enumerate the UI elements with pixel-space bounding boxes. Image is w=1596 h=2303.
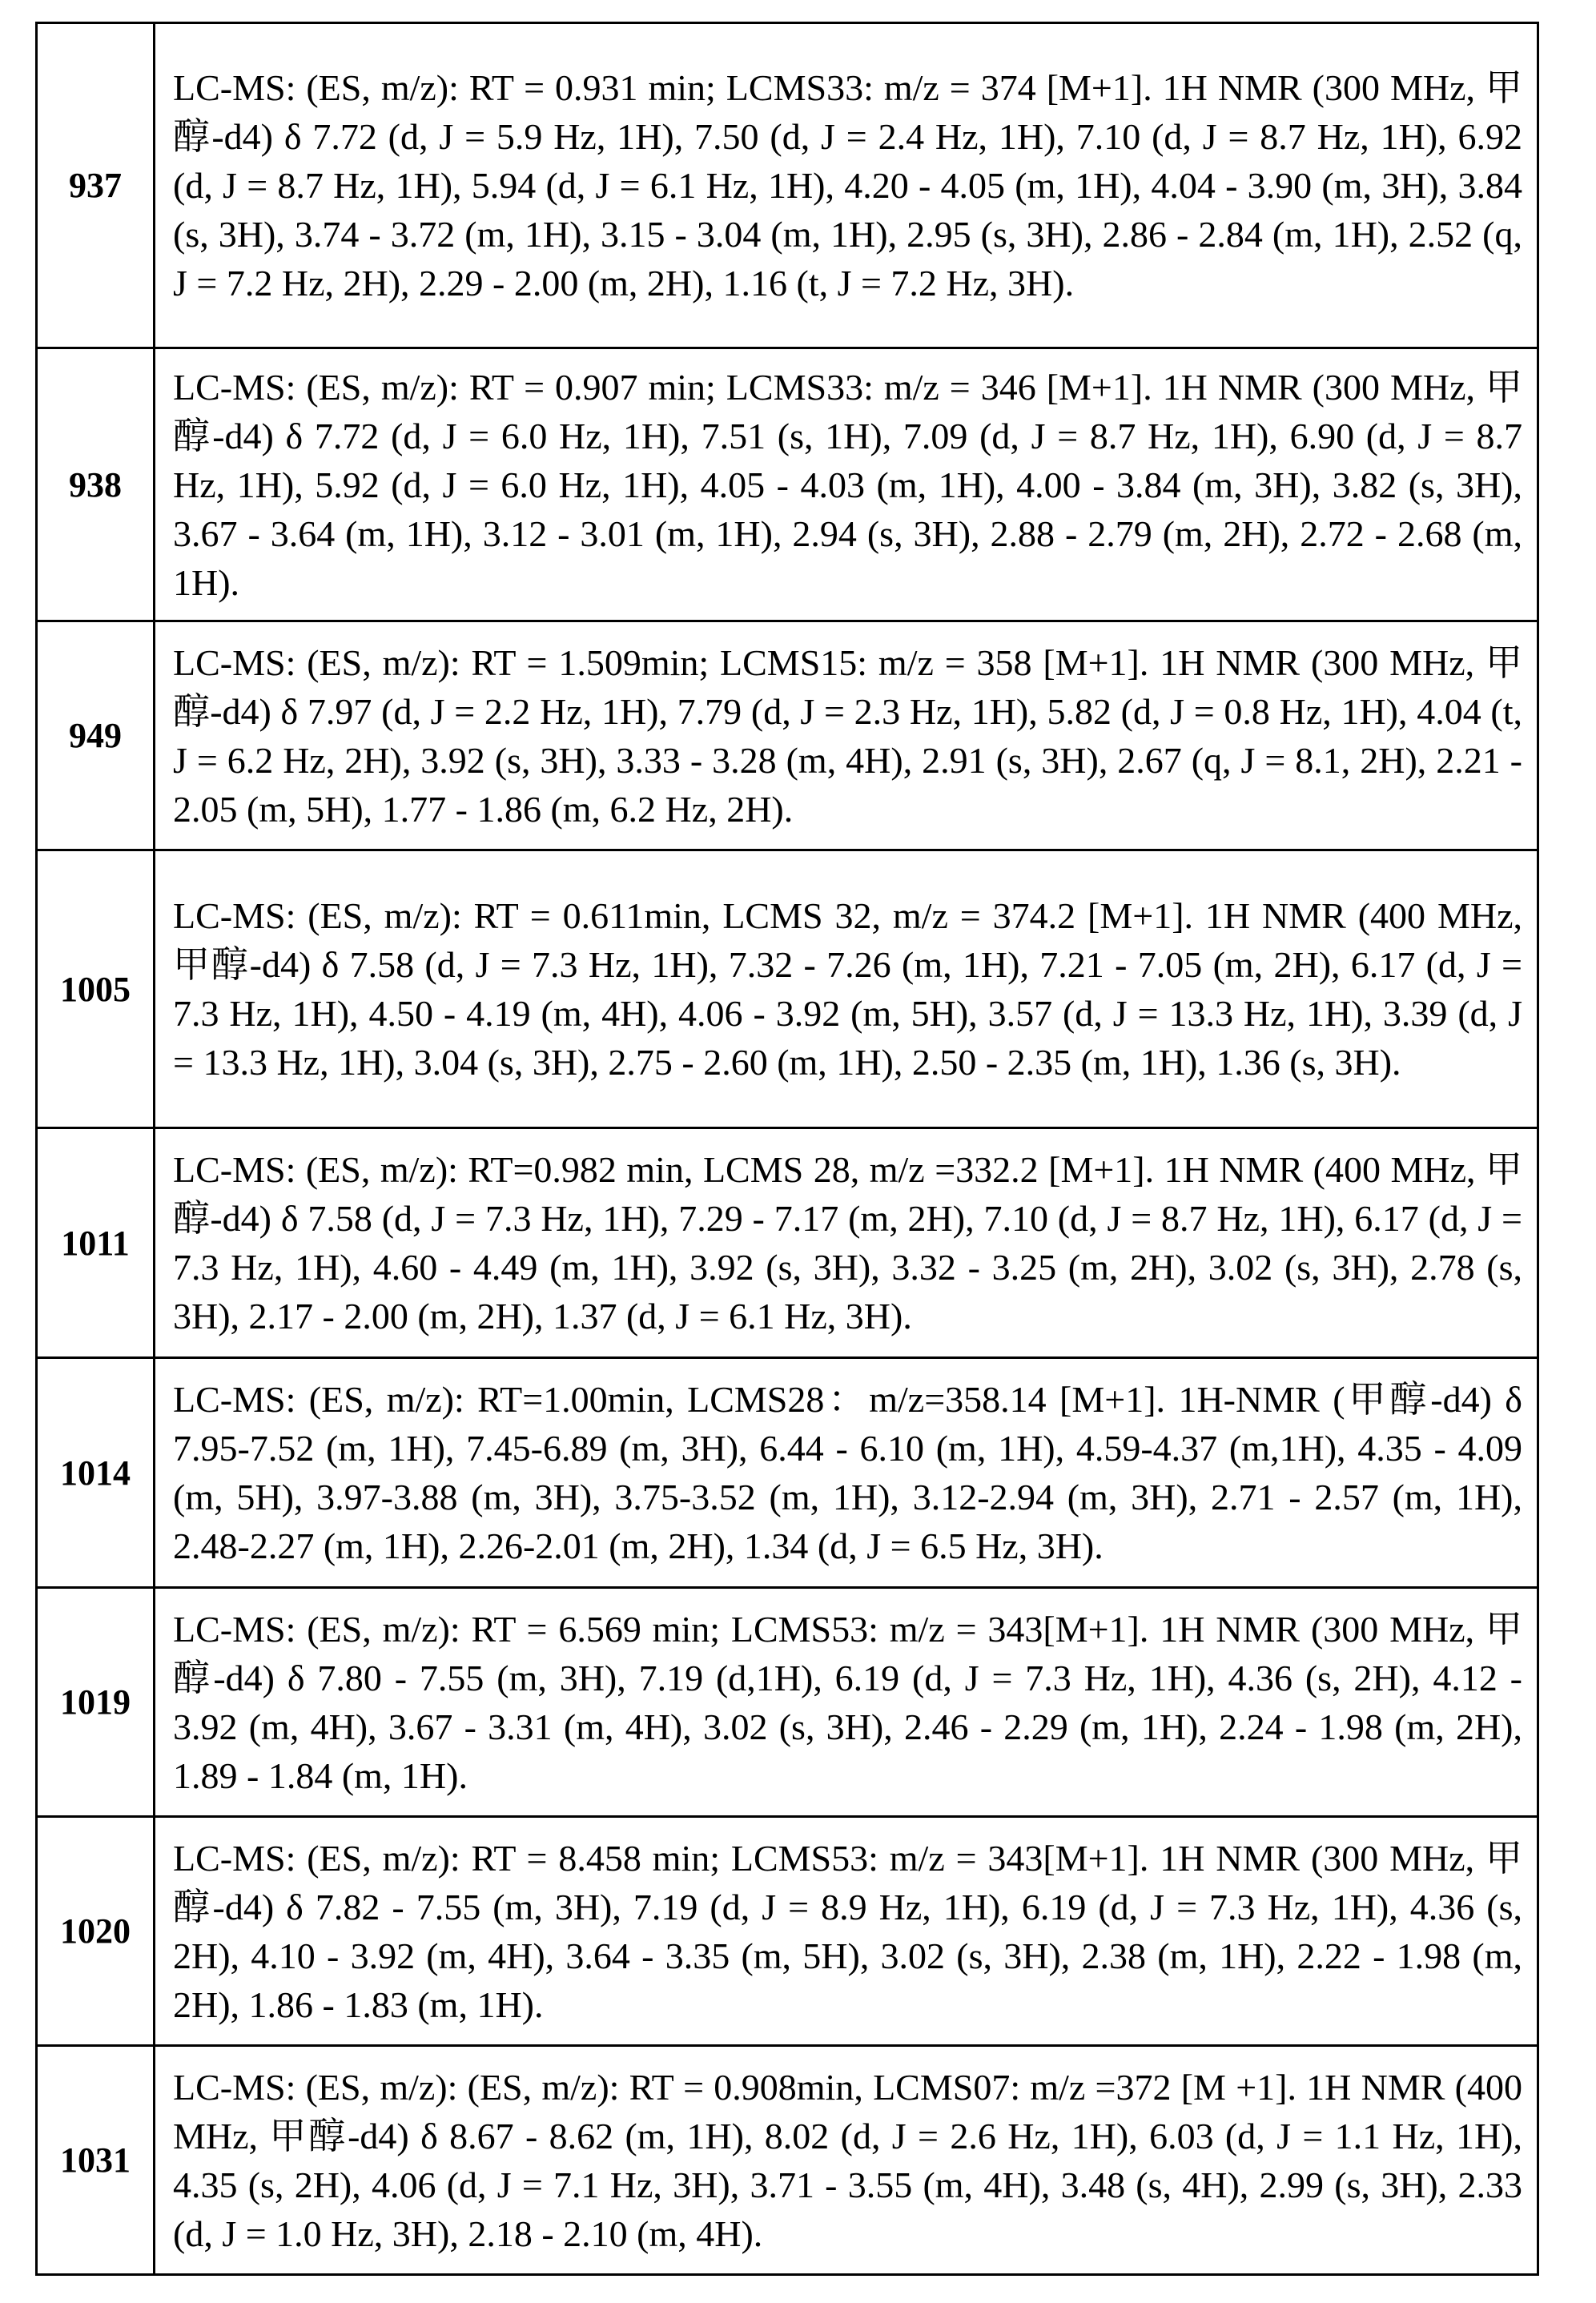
compound-characterization: LC-MS: (ES, m/z): RT=0.982 min, LCMS 28, m/z =332.2 [M+1]. 1H NMR (400 MHz, 甲醇-d4) δ 7.58 (d, J = 7.3 Hz, 1H), 7.29 - 7.17 (m, 2H), 7.10 (d, J = 8.7 Hz, 1H), 6.17 (d, J = 7.3 Hz, 1H), 4.60 - 4.49 (m, 1H), 3.92 (s, 3H), 3.32 - 3.25 (m, 2H), 3.02 (s, 3H), 2.78 (s, 3H), 2.17 - 2.00 (m, 2H), 1.37 (d, J = 6.1 Hz, 3H). <box>155 1128 1538 1358</box>
compound-characterization: LC-MS: (ES, m/z): RT = 0.907 min; LCMS33: m/z = 346 [M+1]. 1H NMR (300 MHz, 甲醇-d4) δ 7.72 (d, J = 6.0 Hz, 1H), 7.51 (s, 1H), 7.09 (d, J = 8.7 Hz, 1H), 6.90 (d, J = 8.7 Hz, 1H), 5.92 (d, J = 6.0 Hz, 1H), 4.05 - 4.03 (m, 1H), 4.00 - 3.84 (m, 3H), 3.82 (s, 3H), 3.67 - 3.64 (m, 1H), 3.12 - 3.01 (m, 1H), 2.94 (s, 3H), 2.88 - 2.79 (m, 2H), 2.72 - 2.68 (m, 1H). <box>155 348 1538 621</box>
table-row <box>37 1358 1538 1588</box>
table-row <box>37 2046 1538 2275</box>
compound-number: 949 <box>37 621 155 850</box>
compound-number: 1011 <box>37 1128 155 1358</box>
compound-number: 1031 <box>37 2046 155 2275</box>
table-row <box>37 1128 1538 1358</box>
table-row <box>37 23 1538 348</box>
table-row <box>37 621 1538 850</box>
compound-number: 938 <box>37 348 155 621</box>
table-row <box>37 1588 1538 1817</box>
table-row <box>37 348 1538 621</box>
compound-characterization: LC-MS: (ES, m/z): RT = 6.569 min; LCMS53: m/z = 343[M+1]. 1H NMR (300 MHz, 甲醇-d4) δ 7.80 - 7.55 (m, 3H), 7.19 (d,1H), 6.19 (d, J = 7.3 Hz, 1H), 4.36 (s, 2H), 4.12 - 3.92 (m, 4H), 3.67 - 3.31 (m, 4H), 3.02 (s, 3H), 2.46 - 2.29 (m, 1H), 2.24 - 1.98 (m, 2H), 1.89 - 1.84 (m, 1H). <box>155 1588 1538 1817</box>
compound-number: 1005 <box>37 850 155 1128</box>
table-row <box>37 850 1538 1128</box>
compound-number: 1019 <box>37 1588 155 1817</box>
compound-characterization: LC-MS: (ES, m/z): RT = 1.509min; LCMS15: m/z = 358 [M+1]. 1H NMR (300 MHz, 甲醇-d4) δ 7.97 (d, J = 2.2 Hz, 1H), 7.79 (d, J = 2.3 Hz, 1H), 5.82 (d, J = 0.8 Hz, 1H), 4.04 (t, J = 6.2 Hz, 2H), 3.92 (s, 3H), 3.33 - 3.28 (m, 4H), 2.91 (s, 3H), 2.67 (q, J = 8.1, 2H), 2.21 - 2.05 (m, 5H), 1.77 - 1.86 (m, 6.2 Hz, 2H). <box>155 621 1538 850</box>
compound-characterization: LC-MS: (ES, m/z): RT = 0.611min, LCMS 32, m/z = 374.2 [M+1]. 1H NMR (400 MHz, 甲醇-d4) δ 7.58 (d, J = 7.3 Hz, 1H), 7.32 - 7.26 (m, 1H), 7.21 - 7.05 (m, 2H), 6.17 (d, J = 7.3 Hz, 1H), 4.50 - 4.19 (m, 4H), 4.06 - 3.92 (m, 5H), 3.57 (d, J = 13.3 Hz, 1H), 3.39 (d, J = 13.3 Hz, 1H), 3.04 (s, 3H), 2.75 - 2.60 (m, 1H), 2.50 - 2.35 (m, 1H), 1.36 (s, 3H). <box>155 850 1538 1128</box>
compound-characterization: LC-MS: (ES, m/z): RT = 0.931 min; LCMS33: m/z = 374 [M+1]. 1H NMR (300 MHz, 甲醇-d4) δ 7.72 (d, J = 5.9 Hz, 1H), 7.50 (d, J = 2.4 Hz, 1H), 7.10 (d, J = 8.7 Hz, 1H), 6.92 (d, J = 8.7 Hz, 1H), 5.94 (d, J = 6.1 Hz, 1H), 4.20 - 4.05 (m, 1H), 4.04 - 3.90 (m, 3H), 3.84 (s, 3H), 3.74 - 3.72 (m, 1H), 3.15 - 3.04 (m, 1H), 2.95 (s, 3H), 2.86 - 2.84 (m, 1H), 2.52 (q, J = 7.2 Hz, 2H), 2.29 - 2.00 (m, 2H), 1.16 (t, J = 7.2 Hz, 3H). <box>155 23 1538 348</box>
compound-number: 1020 <box>37 1817 155 2046</box>
compound-number: 937 <box>37 23 155 348</box>
compound-data-table <box>35 22 1539 2276</box>
compound-characterization: LC-MS: (ES, m/z): RT = 8.458 min; LCMS53: m/z = 343[M+1]. 1H NMR (300 MHz, 甲醇-d4) δ 7.82 - 7.55 (m, 3H), 7.19 (d, J = 8.9 Hz, 1H), 6.19 (d, J = 7.3 Hz, 1H), 4.36 (s, 2H), 4.10 - 3.92 (m, 4H), 3.64 - 3.35 (m, 5H), 3.02 (s, 3H), 2.38 (m, 1H), 2.22 - 1.98 (m, 2H), 1.86 - 1.83 (m, 1H). <box>155 1817 1538 2046</box>
compound-characterization: LC-MS: (ES, m/z): RT=1.00min, LCMS28：m/z=358.14 [M+1]. 1H-NMR (甲醇-d4) δ 7.95-7.52 (m, 1H), 7.45-6.89 (m, 3H), 6.44 - 6.10 (m, 1H), 4.59-4.37 (m,1H), 4.35 - 4.09 (m, 5H), 3.97-3.88 (m, 3H), 3.75-3.52 (m, 1H), 3.12-2.94 (m, 3H), 2.71 - 2.57 (m, 1H), 2.48-2.27 (m, 1H), 2.26-2.01 (m, 2H), 1.34 (d, J = 6.5 Hz, 3H). <box>155 1358 1538 1588</box>
table-row <box>37 1817 1538 2046</box>
compound-number: 1014 <box>37 1358 155 1588</box>
compound-characterization: LC-MS: (ES, m/z): (ES, m/z): RT = 0.908min, LCMS07: m/z =372 [M +1]. 1H NMR (400 MHz, 甲醇-d4) δ 8.67 - 8.62 (m, 1H), 8.02 (d, J = 2.6 Hz, 1H), 6.03 (d, J = 1.1 Hz, 1H), 4.35 (s, 2H), 4.06 (d, J = 7.1 Hz, 3H), 3.71 - 3.55 (m, 4H), 3.48 (s, 4H), 2.99 (s, 3H), 2.33 (d, J = 1.0 Hz, 3H), 2.18 - 2.10 (m, 4H). <box>155 2046 1538 2275</box>
